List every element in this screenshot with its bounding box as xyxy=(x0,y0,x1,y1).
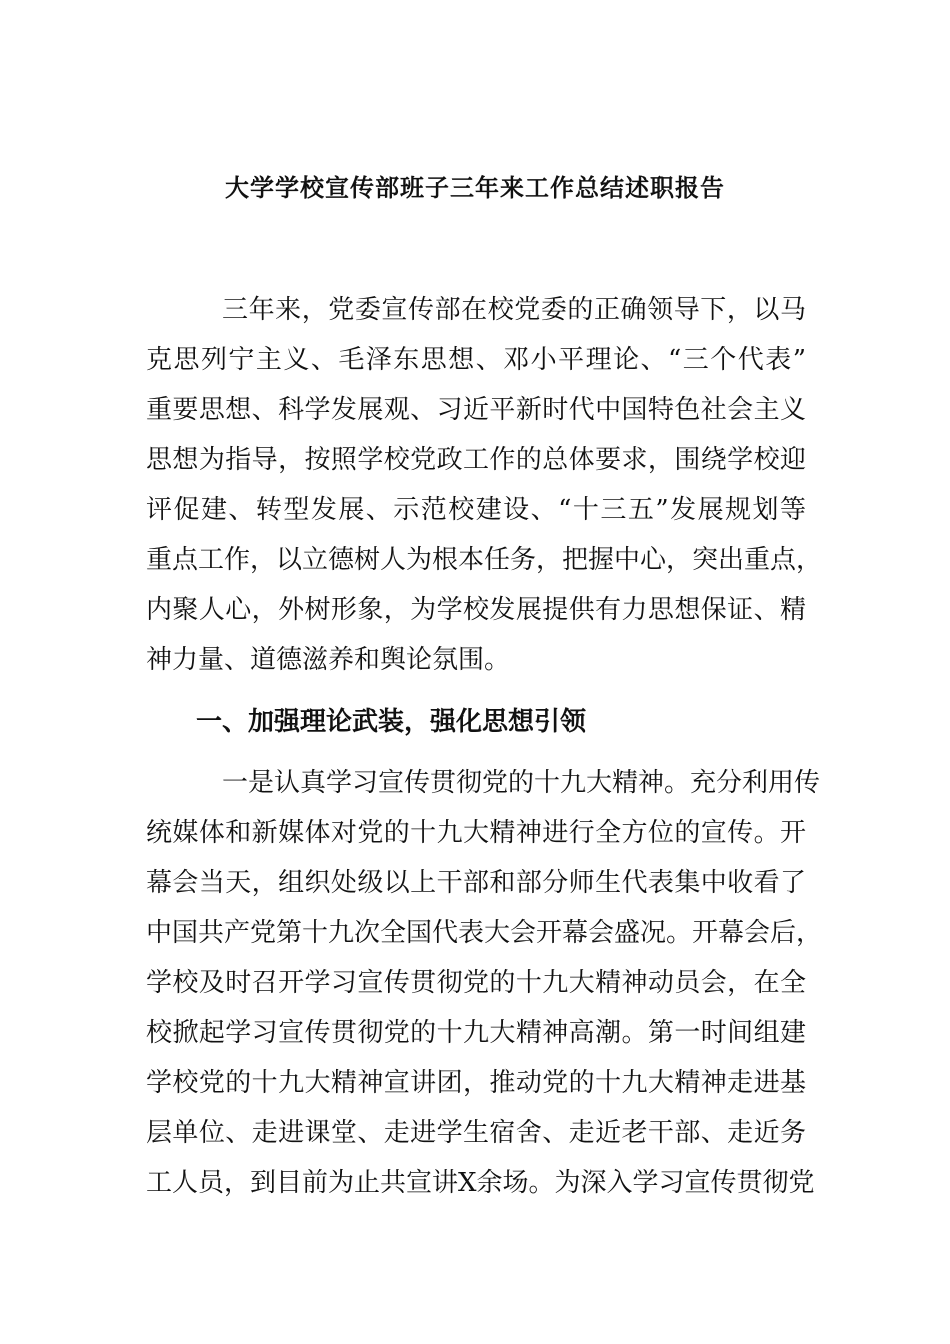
section-1-line-5: 学校及时召开学习宣传贯彻党的十九大精神动员会，在全 xyxy=(146,968,806,998)
intro-line-5: 评促建、转型发展、示范校建设、“十三五”发展规划等 xyxy=(146,495,806,525)
intro-line-7: 内聚人心，外树形象，为学校发展提供有力思想保证、精 xyxy=(146,595,806,625)
intro-line-6: 重点工作，以立德树人为根本任务，把握中心，突出重点， xyxy=(146,545,823,575)
section-1-line-2: 统媒体和新媒体对党的十九大精神进行全方位的宣传。开 xyxy=(146,818,806,848)
section-1-line-9: 工人员，到目前为止共宣讲X余场。为深入学习宣传贯彻党 xyxy=(146,1168,815,1198)
document-title: 大学学校宣传部班子三年来工作总结述职报告 xyxy=(225,174,725,202)
section-1-line-1: 一是认真学习宣传贯彻党的十九大精神。充分利用传 xyxy=(222,768,821,798)
intro-line-3: 重要思想、科学发展观、习近平新时代中国特色社会主义 xyxy=(146,395,806,425)
intro-line-2: 克思列宁主义、毛泽东思想、邓小平理论、“三个代表” xyxy=(146,345,806,375)
intro-line-1: 三年来，党委宣传部在校党委的正确领导下，以马 xyxy=(222,295,806,325)
intro-line-4: 思想为指导，按照学校党政工作的总体要求，围绕学校迎 xyxy=(146,445,806,475)
section-1-heading: 一、加强理论武装，强化思想引领 xyxy=(196,707,587,737)
section-1-line-4: 中国共产党第十九次全国代表大会开幕会盛况。开幕会后， xyxy=(146,918,823,948)
section-1-line-6: 校掀起学习宣传贯彻党的十九大精神高潮。第一时间组建 xyxy=(146,1018,806,1048)
section-1-line-7: 学校党的十九大精神宣讲团，推动党的十九大精神走进基 xyxy=(146,1068,806,1098)
section-1-line-3: 幕会当天，组织处级以上干部和部分师生代表集中收看了 xyxy=(146,868,806,898)
intro-line-8: 神力量、道德滋养和舆论氛围。 xyxy=(146,645,511,675)
section-1-line-8: 层单位、走进课堂、走进学生宿舍、走近老干部、走近务 xyxy=(146,1118,806,1148)
